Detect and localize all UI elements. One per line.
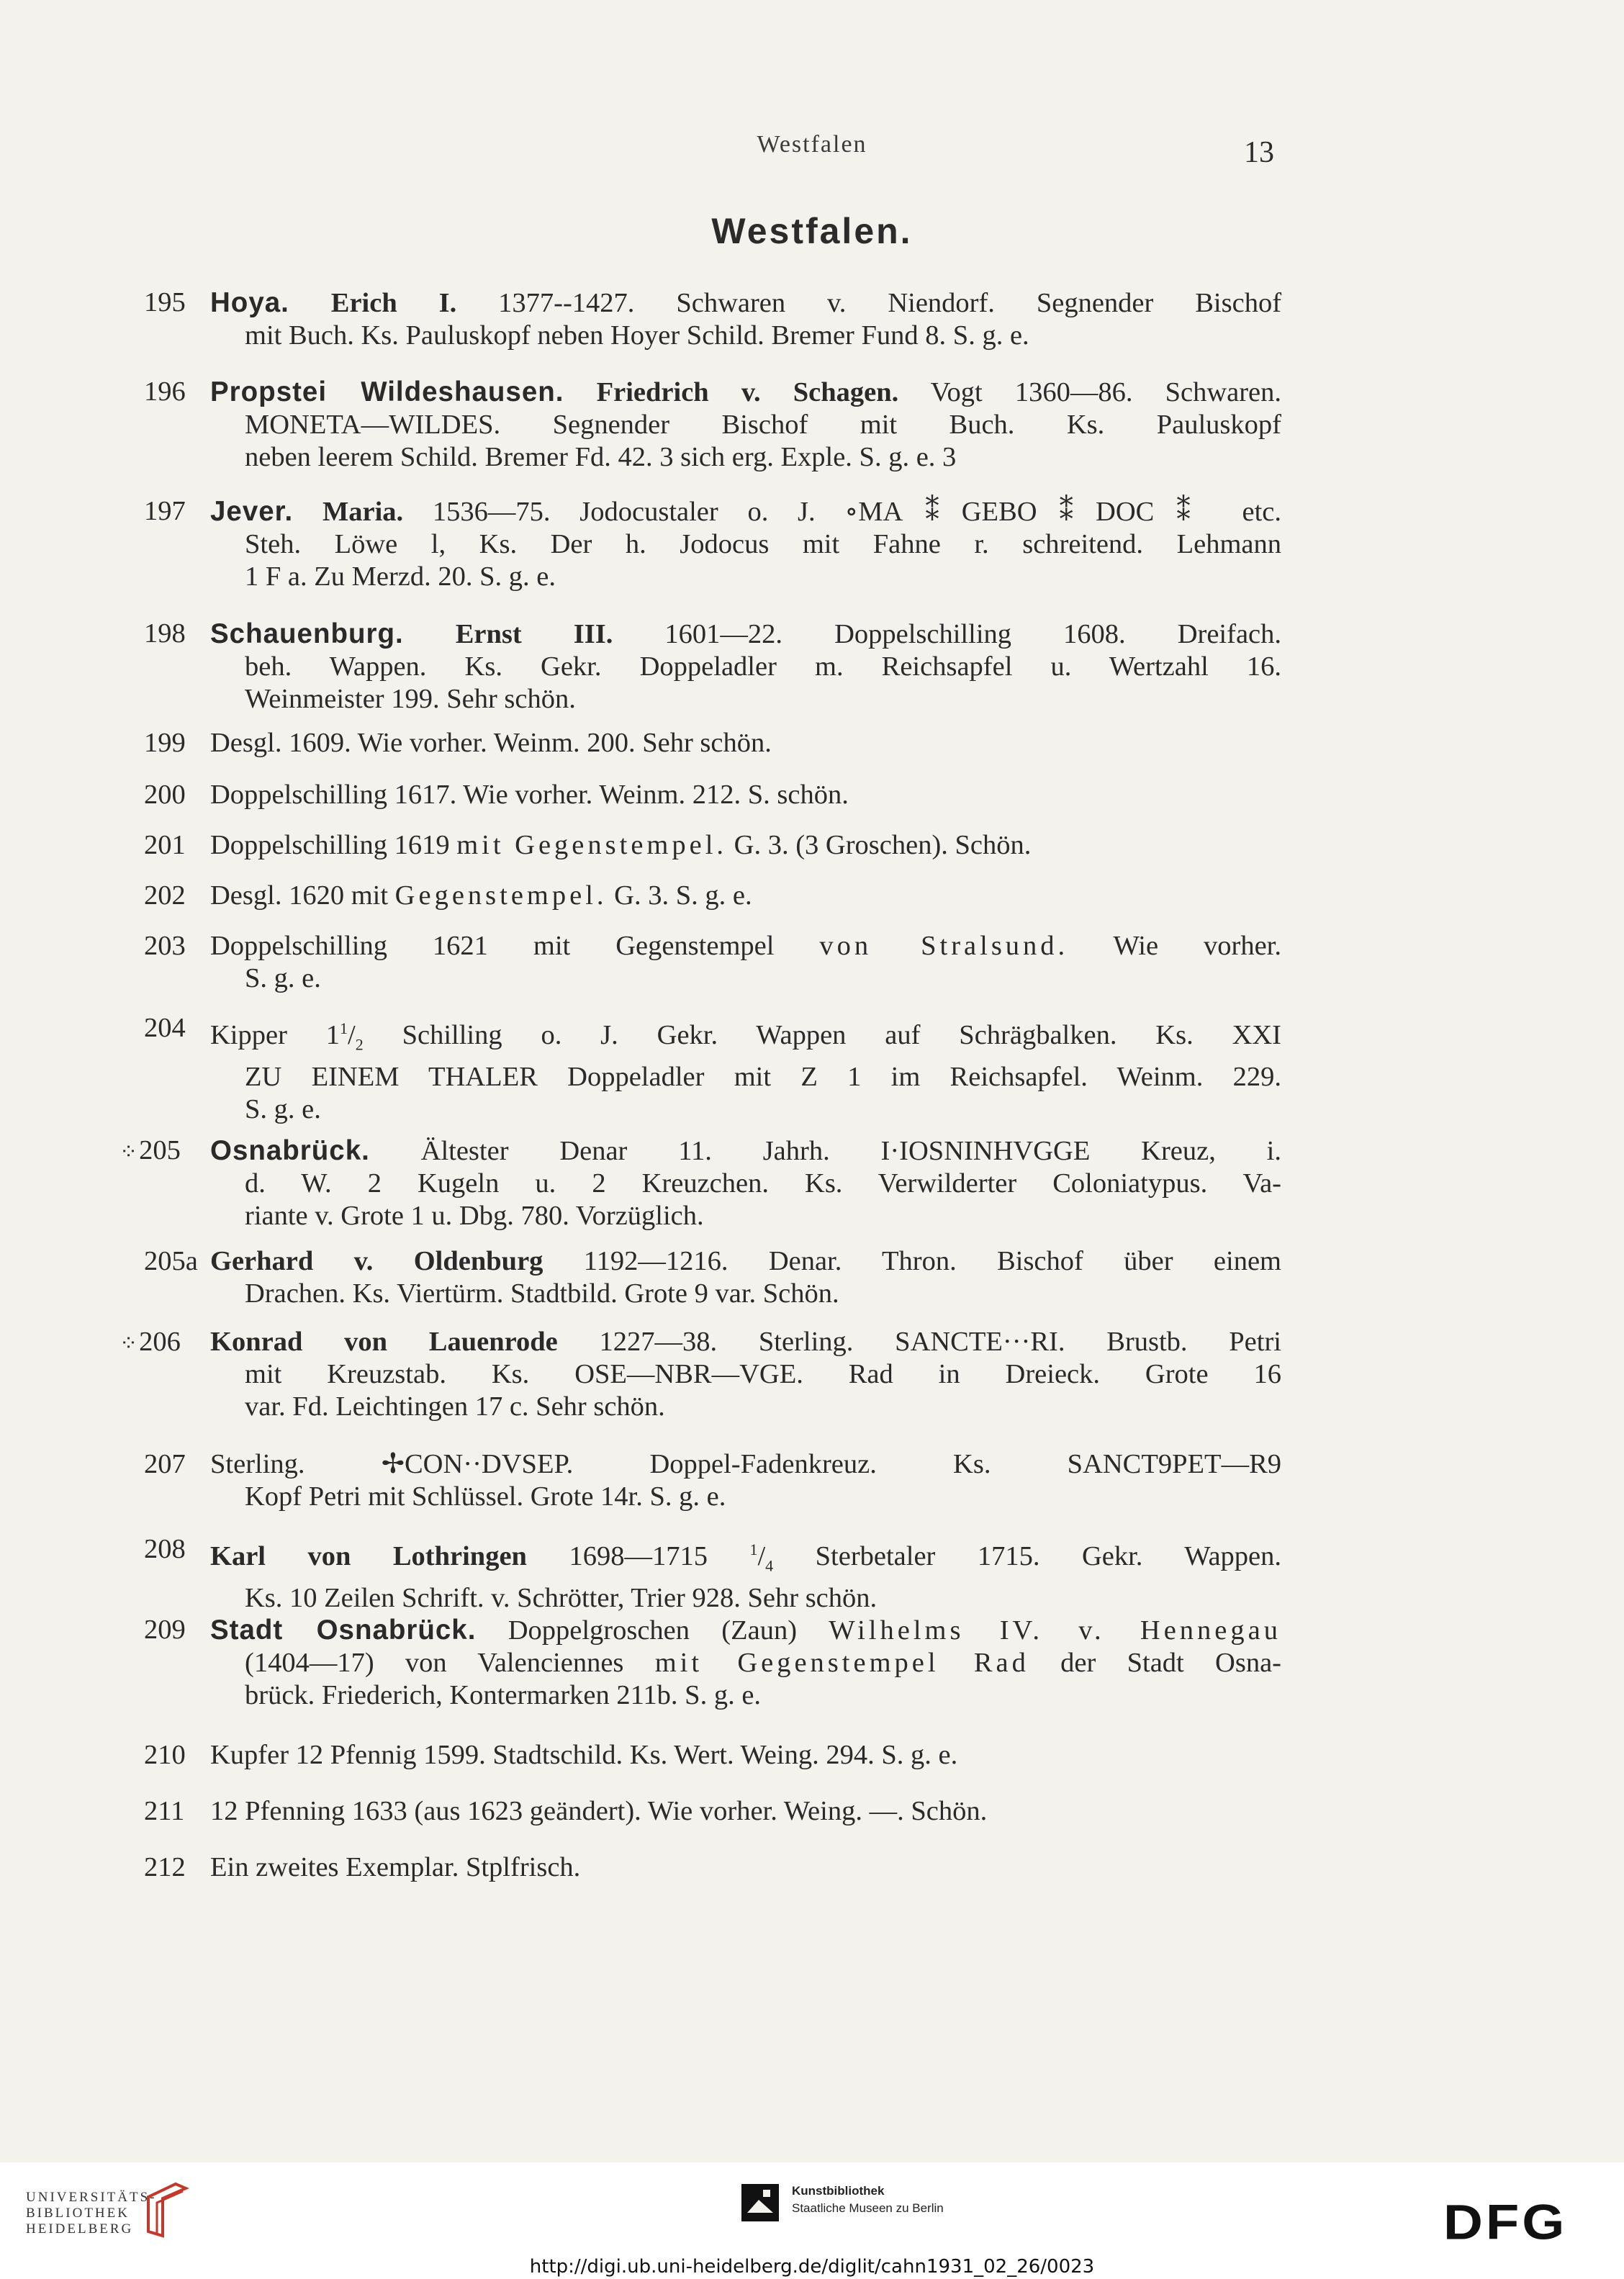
entry-number — [144, 880, 204, 912]
entry-text-line: Stadt Osnabrück. Doppelgroschen (Zaun) Wilhelms IV. v. Hennegau — [210, 1615, 1281, 1646]
entry-text-line: Kupfer 12 Pfennig 1599. Stadtschild. Ks. Wert. Weing. 294. S. g. e. — [210, 1740, 958, 1770]
catalog-entry-199 — [144, 727, 1281, 759]
entry-text-line: Kipper $1^1/_2$ Schilling o. J. Gekr. Wappen auf Schrägbalken. Ks. XXI — [210, 1019, 1281, 1054]
entry-number-text: 207 — [144, 1449, 186, 1479]
entry-text-line: 1 F a. Zu Merzd. 20. S. g. e. — [245, 561, 556, 592]
page-number: 13 — [1244, 136, 1274, 169]
entry-text-line: Konrad von Lauenrode 1227—38. Sterling. SANCTE···RI. Brustb. Petri — [210, 1327, 1281, 1357]
entry-number-text: 197 — [144, 496, 186, 526]
catalog-entry-201 — [144, 829, 1281, 862]
entry-number-text: 212 — [144, 1852, 186, 1882]
entry-text-line: Ein zweites Exemplar. Stplfrisch. — [210, 1852, 581, 1882]
entry-number-text: 210 — [144, 1740, 186, 1770]
catalog-entry-198 — [144, 618, 1281, 716]
entry-text-line: Desgl. 1609. Wie vorher. Weinm. 200. Sehr schön. — [210, 728, 772, 758]
heidelberg-library-icon — [141, 2181, 191, 2239]
entry-text-line: riante v. Grote 1 u. Dbg. 780. Vorzüglich. — [245, 1201, 704, 1231]
entry-text-line: Ks. 10 Zeilen Schrift. v. Schrötter, Trier 928. Sehr schön. — [245, 1582, 878, 1613]
entry-number-text: 196 — [144, 376, 186, 407]
entry-number-text: 202 — [144, 880, 186, 911]
entry-number-text: 198 — [144, 618, 186, 649]
entry-text-line: Sterling. ✢CON··DVSEP. Doppel-Fadenkreuz. Ks. SANCT9PET—R9 — [210, 1449, 1281, 1479]
catalog-entry-207 — [144, 1448, 1281, 1513]
entry-text-line: var. Fd. Leichtingen 17 c. Sehr schön. — [245, 1391, 665, 1422]
entry-text-line: MONETA—WILDES. Segnender Bischof mit Buch. Ks. Pauluskopf — [245, 410, 1281, 440]
entry-text-line: Schauenburg. Ernst III. 1601—22. Doppelschilling 1608. Dreifach. — [210, 618, 1282, 649]
entry-text-line: Gerhard v. Oldenburg 1192—1216. Denar. Thron. Bischof über einem — [210, 1246, 1281, 1276]
entry-text-line: Weinmeister 199. Sehr schön. — [245, 684, 576, 714]
catalog-entry-212 — [144, 1851, 1281, 1884]
entry-number-text: 204 — [144, 1013, 186, 1043]
entry-text-line: ZU EINEM THALER Doppeladler mit Z 1 im Reichsapfel. Weinm. 229. — [245, 1061, 1281, 1092]
entry-number — [144, 1795, 204, 1828]
entry-number-text: 211 — [144, 1796, 185, 1826]
asterism-mark: ⁘ — [119, 1140, 138, 1164]
catalog-entry-196 — [144, 376, 1281, 474]
entry-text-line: (1404—17) von Valenciennes mit Gegenstempel Rad der Stadt Osna- — [245, 1648, 1281, 1678]
entry-text-line: Kopf Petri mit Schlüssel. Grote 14r. S. g. e. — [245, 1481, 726, 1512]
entry-text-line: Propstei Wildeshausen. Friedrich v. Schagen. Vogt 1360—86. Schwaren. — [210, 376, 1282, 407]
entry-number-text: 209 — [144, 1615, 186, 1645]
entry-number-text: 203 — [144, 931, 186, 961]
entry-number — [144, 829, 204, 862]
entry-number — [144, 376, 204, 408]
permalink-url[interactable]: http://digi.ub.uni-heidelberg.de/diglit/cahn1931_02_26/0023 — [529, 2256, 1095, 2278]
library-name-line: BIBLIOTHEK — [26, 2206, 130, 2221]
running-head: Westfalen — [757, 131, 867, 158]
entry-text-line: Steh. Löwe l, Ks. Der h. Jodocus mit Fahne r. schreitend. Lehmann — [245, 529, 1281, 559]
dfg-logo[interactable]: DFG — [1443, 2195, 1568, 2250]
entry-number — [119, 1326, 180, 1360]
library-name-line: HEIDELBERG — [26, 2221, 134, 2237]
catalog-entry-205 — [119, 1134, 1281, 1232]
entry-number — [144, 286, 204, 319]
entry-number-text: 205 — [139, 1135, 181, 1165]
entry-text-line: Hoya. Erich I. 1377--1427. Schwaren v. Niendorf. Segnender Bischof — [210, 287, 1282, 318]
footer-bar — [0, 2162, 1624, 2279]
entry-text-line: S. g. e. — [245, 963, 321, 993]
entry-text-line: brück. Friederich, Kontermarken 211b. S. g. e. — [245, 1680, 762, 1710]
entry-text-line: mit Buch. Ks. Pauluskopf neben Hoyer Schild. Bremer Fund 8. S. g. e. — [245, 320, 1029, 351]
catalog-entry-208 — [144, 1533, 1281, 1615]
museum-label[interactable] — [792, 2183, 944, 2217]
catalog-entry-203 — [144, 930, 1281, 995]
catalog-entry-210 — [144, 1739, 1281, 1772]
entry-text-line: Doppelschilling 1621 mit Gegenstempel von Stralsund. Wie vorher. — [210, 931, 1281, 961]
catalog-entry-200 — [144, 779, 1281, 811]
entry-text-line: Drachen. Ks. Viertürm. Stadtbild. Grote 9 var. Schön. — [245, 1278, 839, 1309]
entry-number — [144, 1851, 204, 1884]
entry-text-line: Doppelschilling 1617. Wie vorher. Weinm. 212. S. schön. — [210, 780, 849, 810]
catalog-entry-204 — [144, 1012, 1281, 1126]
entry-number — [144, 930, 204, 962]
entry-text-line: beh. Wappen. Ks. Gekr. Doppeladler m. Reichsapfel u. Wertzahl 16. — [245, 651, 1281, 682]
entry-number-text: 201 — [144, 830, 186, 860]
section-title: Westfalen. — [711, 211, 913, 251]
catalog-entry-211 — [144, 1795, 1281, 1828]
entry-number — [144, 1448, 204, 1481]
entry-number — [144, 779, 204, 811]
museum-logo-icon — [741, 2184, 779, 2221]
entry-number-text: 206 — [139, 1327, 181, 1357]
entry-number — [144, 1614, 204, 1646]
entry-text-line: d. W. 2 Kugeln u. 2 Kreuzchen. Ks. Verwilderter Coloniatypus. Va- — [245, 1168, 1281, 1199]
entry-text-line: Desgl. 1620 mit Gegenstempel. G. 3. S. g. e. — [210, 880, 752, 911]
catalog-entry-195 — [144, 286, 1281, 352]
entry-number-text: 205a — [144, 1246, 198, 1276]
entry-text-line: Osnabrück. Ältester Denar 11. Jahrh. I·IOSNINHVGGE Kreuz, i. — [210, 1135, 1281, 1166]
heidelberg-library-logo[interactable] — [26, 2190, 157, 2237]
entry-number-text: 195 — [144, 287, 186, 317]
entry-text-line: S. g. e. — [245, 1093, 321, 1124]
catalog-entry-205a — [144, 1245, 1281, 1310]
entry-text-line: Jever. Maria. 1536—75. Jodocustaler o. J. ∘MA⁑GEBO⁑DOC⁑ etc. — [210, 496, 1281, 527]
entry-number — [144, 727, 204, 759]
entry-number — [144, 618, 204, 650]
entry-number — [119, 1134, 180, 1168]
catalog-entry-206 — [119, 1326, 1281, 1423]
entry-text-line: Karl von Lothringen 1698—1715 $^1/_4$ Sterbetaler 1715. Gekr. Wappen. — [210, 1540, 1281, 1575]
catalog-entry-202 — [144, 880, 1281, 912]
entry-number — [144, 1739, 204, 1772]
entry-text-line: 12 Pfenning 1633 (aus 1623 geändert). Wie vorher. Weing. —. Schön. — [210, 1796, 988, 1826]
entry-number-text: 199 — [144, 728, 186, 758]
entry-number-text: 208 — [144, 1534, 186, 1564]
entry-number — [144, 495, 204, 528]
entry-text-line: Doppelschilling 1619 mit Gegenstempel. G. 3. (3 Groschen). Schön. — [210, 830, 1032, 860]
library-name-line: UNIVERSITÄTS- — [26, 2190, 157, 2205]
entry-number — [144, 1245, 204, 1278]
entry-text-line: neben leerem Schild. Bremer Fd. 42. 3 sich erg. Exple. S. g. e. 3 — [245, 442, 957, 472]
museum-name: Kunstbibliothek — [792, 2184, 885, 2198]
entry-number-text: 200 — [144, 780, 186, 810]
asterism-mark: ⁘ — [119, 1332, 138, 1355]
catalog-entry-197 — [144, 495, 1281, 593]
entry-number — [144, 1012, 204, 1044]
catalog-entry-209 — [144, 1614, 1281, 1712]
entry-text-line: mit Kreuzstab. Ks. OSE—NBR—VGE. Rad in Dreieck. Grote 16 — [245, 1359, 1281, 1389]
museum-subtitle: Staatliche Museen zu Berlin — [792, 2201, 944, 2215]
entry-number — [144, 1533, 204, 1566]
